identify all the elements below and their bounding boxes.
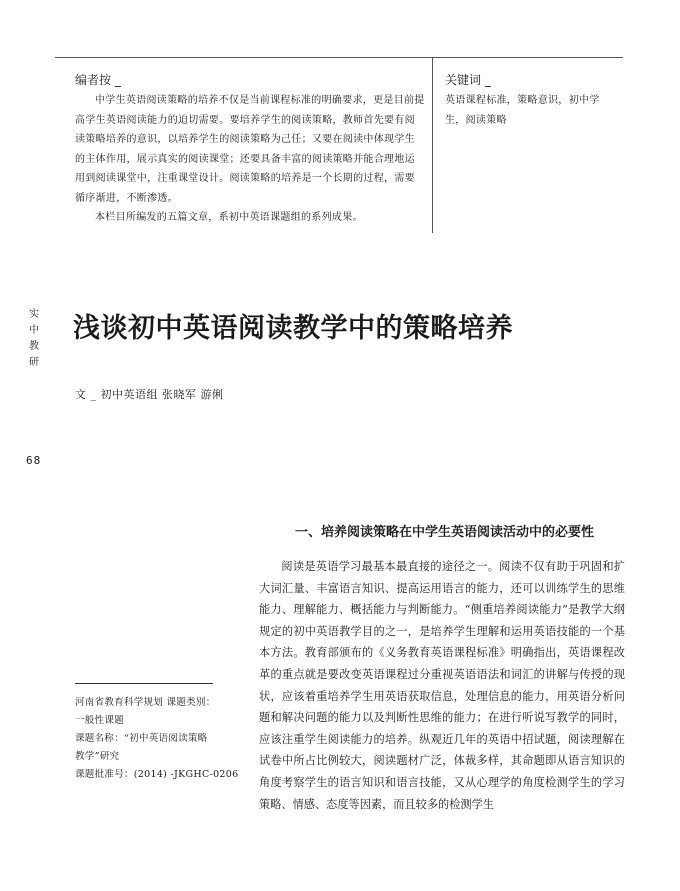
- footnote-line: 课题名称：“初中英语阅读策略: [75, 733, 208, 744]
- editor-note-paragraph: 本栏目所编发的五篇文章，系初中英语课题组的系列成果。: [95, 212, 363, 223]
- column-divider: [432, 57, 433, 233]
- article-authors: 文 _ 初中英语组 张晓军 游俐: [75, 388, 224, 401]
- editor-note-title: 编者按 _: [75, 73, 121, 87]
- editor-note-paragraph: 中学生英语阅读策略的培养不仅是当前课程标准的明确要求，更是目前提高学生英语阅读能力的迫切需要。要培养学生的阅读策略，教师首先要有阅读策略培养的意识，以培养学生的阅读策略为己任；又要在阅读中体现学生的主体作用，展示真实的阅读课堂；还要具备丰富的阅读策略并能合理地运用到阅读课堂中，注重课堂设计。阅读策略的培养是一个长期的过程，需要循序渐进，不断渗透。: [75, 95, 425, 204]
- page-number: 68: [26, 454, 42, 467]
- top-rule: [55, 57, 623, 58]
- side-label-char: 中: [29, 325, 39, 336]
- article-body: [259, 556, 625, 815]
- side-label-char: 研: [29, 357, 39, 368]
- footnote-line: 河南省教育科学规划 课题类别：: [75, 697, 216, 708]
- footnote-line: 课题批准号：(2014) -JKGHC-0206: [75, 769, 239, 780]
- section-heading: 一、培养阅读策略在中学生英语阅读活动中的必要性: [295, 525, 595, 540]
- keywords-text: 英语课程标准，策略意识，初中学生，阅读策略: [445, 95, 600, 126]
- footnote: [75, 694, 250, 784]
- section-side-label: [28, 307, 40, 371]
- footnote-rule: [75, 683, 213, 684]
- body-paragraph: 阅读是英语学习最基本最直接的途径之一。阅读不仅有助于巩固和扩大词汇量、丰富语言知识、提高运用语言的能力，还可以训练学生的思维能力、理解能力、概括能力与判断能力。“侧重培养阅读能力”是教学大纲规定的初中英语教学目的之一，是培养学生理解和运用英语技能的一个基本方法。教育部颁布的《义务教育英语课程标准》明确指出，英语课程改革的重点就是要改变英语课程过分重视英语语法和词汇的讲解与传授的现状，应该着重培养学生用英语获取信息，处理信息的能力，用英语分析问题和解决问题的能力以及判断性思维的能力；在进行听说写教学的同时，应该注重学生阅读能力的培养。纵观近几年的英语中招试题，阅读理解在试卷中所占比例较大，阅读题材广泛，体裁多样，其命题即从语言知识的角度考察学生的语言知识和语言技能，又从心理学的角度检测学生的学习策略、情感、态度等因素，而且较多的检测学生: [259, 560, 625, 811]
- article-title: 浅谈初中英语阅读教学中的策略培养: [73, 313, 513, 344]
- side-label-char: 实: [29, 309, 39, 320]
- footnote-line: 教学”研究: [75, 751, 120, 762]
- side-label-char: 教: [29, 341, 39, 352]
- keywords-title: 关键词 _: [445, 73, 491, 87]
- footnote-line: 一般性课题: [75, 715, 125, 726]
- editor-note-body: [75, 91, 425, 228]
